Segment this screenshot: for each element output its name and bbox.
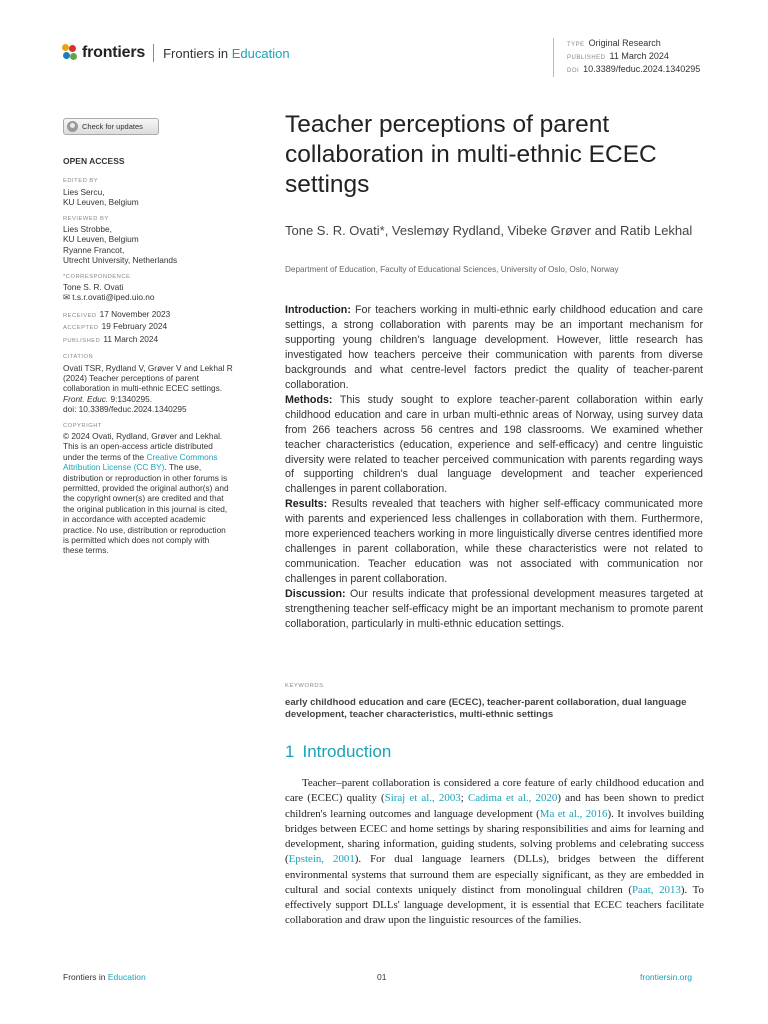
affiliation: Department of Education, Faculty of Educational Sciences, University of Oslo, Oslo, Norway (285, 265, 619, 274)
frontiers-logo[interactable] (62, 44, 290, 62)
update-icon (67, 121, 78, 132)
correspondence-email[interactable]: t.s.r.ovati@iped.uio.no (72, 292, 155, 303)
section-heading-introduction: 1 Introduction (285, 742, 392, 761)
keywords-label: KEYWORDS (285, 683, 324, 689)
journal-name: Frontiers in Education (163, 45, 290, 61)
article-authors: Tone S. R. Ovati*, Veslemøy Rydland, Vibeke Grøver and Ratib Lekhal (285, 223, 693, 238)
correspondence: *CORRESPONDENCE Tone S. R. Ovati ✉ t.s.r.ovati@iped.uio.no (63, 273, 155, 303)
citation-link[interactable]: Ma et al., 2016 (539, 807, 608, 820)
published-date: 11 March 2024 (609, 51, 669, 61)
abstract-results: Results: Results revealed that teachers with higher self-efficacy communicated more with parents and experienced less challenges in collaboration with them. Furthermore, more experienced teachers working in more linguistically diverse centres identified more challenges in parent collaboration, while these characteristics were not related to communication. Teacher education was not associated with communication nor challenges in parent collaboration. (285, 498, 703, 586)
citation: CITATION Ovati TSR, Rydland V, Grøver V and Lekhal R (2024) Teacher perceptions of parent collaboration in multi-ethnic ECEC settings. Front. Educ. 9:1340295. doi: 10.3389/feduc.2024.1340295 (63, 354, 233, 415)
email-icon: ✉ (63, 292, 70, 303)
dates: RECEIVED 17 November 2023 ACCEPTED 19 February 2024 PUBLISHED 11 March 2024 (63, 308, 171, 344)
abstract-discussion: Discussion: Our results indicate that professional development measures targeted at strengthening teacher self-efficacy might be an important mechanism to promote parent collaboration, particularly in multi-ethnic education settings. (285, 588, 703, 631)
cc-by-license-link[interactable]: Creative Commons Attribution License (CC BY) (63, 451, 218, 473)
abstract (285, 303, 703, 632)
copyright: COPYRIGHT © 2024 Ovati, Rydland, Grøver and Lekhal. This is an open-access article distributed under the terms of the Creative Commons Attribution License (CC BY). The use, distribution or reproduction in other forums is permitted, provided the original author(s) and the copyright owner(s) are credited and that the original publication in this journal is cited, in accordance with accepted academic practice. No use, distribution or reproduction is permitted which does not comply with these terms. (63, 422, 229, 556)
edited-by: EDITED BY Lies Sercu, KU Leuven, Belgium (63, 178, 139, 208)
article-type: Original Research (588, 38, 661, 48)
brand-name: frontiers (82, 44, 146, 61)
reviewed-by: REVIEWED BY Lies Strobbe, KU Leuven, Belgium Ryanne Francot, Utrecht University, Netherlands (63, 215, 178, 266)
footer-site-link[interactable]: frontiersin.org (640, 972, 692, 982)
check-for-updates-button[interactable]: Check for updates (63, 118, 159, 135)
abstract-introduction: Introduction: For teachers working in multi-ethnic early childhood education and care settings, a strong collaboration with parents may be an important mechanism for supporting young children's language development. However, little research has investigated how teachers perceive their communication with parents from diverse backgrounds and what centre-level factors predict the quality of teacher-parent collaboration. (285, 304, 703, 391)
introduction-paragraph: Teacher–parent collaboration is considered a core feature of early childhood education and care (ECEC) quality (Siraj et al., 2003; Cadima et al., 2020) and has been shown to predict children's learning outcomes and language development (Ma et al., 2016). It involves building bridges between ECEC and home settings by sharing responsibilities and aims for learning and development, sharing information, guiding students, solving problems and celebrating success (Epstein, 2001). For dual language learners (DLLs), bridges between the different environmental systems that surround them are especially significant, as they are embedded in cultural and social contexts uniquely distinct from monolingual children (Paat, 2013). To effectively support DLLs' language development, it is essential that ECEC teachers facilitate collaboration and draw upon the linguistic resources of the families. (285, 777, 705, 927)
logo-divider (153, 44, 154, 62)
doi[interactable]: 10.3389/feduc.2024.1340295 (583, 64, 701, 74)
citation-link[interactable]: Siraj et al., 2003 (384, 792, 461, 805)
citation-link[interactable]: Epstein, 2001 (288, 853, 355, 866)
citation-link[interactable]: Cadima et al., 2020 (467, 792, 558, 805)
article-title: Teacher perceptions of parent collaboration in multi-ethnic ECEC settings (285, 111, 657, 198)
article-meta: TYPE Original Research PUBLISHED 11 March 2024 DOI 10.3389/feduc.2024.1340295 (553, 38, 700, 77)
keywords: early childhood education and care (ECEC), teacher-parent collaboration, dual language development, teacher characteristics, multi-ethnic settings (285, 697, 687, 721)
abstract-methods: Methods: This study sought to explore teacher-parent collaboration within early childhood education and care in urban multi-ethnic areas of Norway, using survey data from 266 teachers across 56 centres and 198 classrooms. We examined whether teacher characteristics (education, experience and self-efficacy) and centre linguistic diversity were related to teacher perceived communication with parents regarding ways of supporting children's dual language development and teacher experienced challenges in parent collaboration. (285, 393, 703, 496)
open-access-label: OPEN ACCESS (63, 156, 125, 166)
page-number: 01 (377, 972, 387, 982)
frontiers-logo-icon (62, 44, 78, 62)
footer-journal: Frontiers in Education (63, 972, 146, 982)
citation-link[interactable]: Paat, 2013 (632, 883, 681, 896)
sidebar (63, 156, 253, 562)
